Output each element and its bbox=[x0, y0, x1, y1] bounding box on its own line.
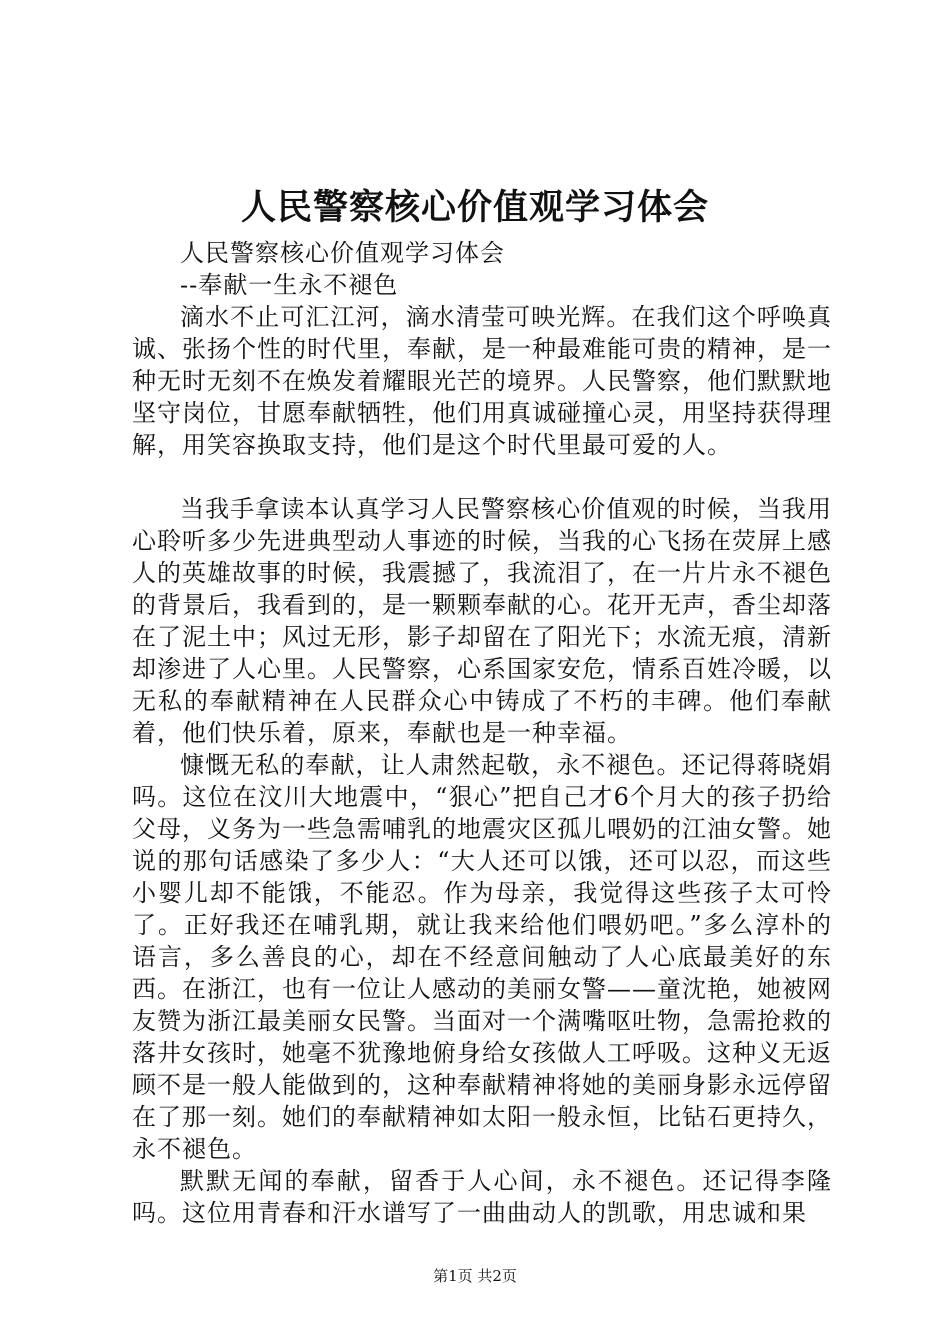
tagline-line: --奉献一生永不褪色 bbox=[180, 271, 399, 299]
paragraph: 当我手拿读本认真学习人民警察核心价值观的时候，当我用心聆听多少先进典型动人事迹的时候，当我的心飞扬在荧屏上感人的英雄故事的时候，我震撼了，我流泪了，在一片片永不褪色的背景后，我看到的，是一颗颗奉献的心。花开无声，香尘却落在了泥土中；风过无形，影子却留在了阳光下；水流无痕，清新却渗进了人心里。人民警察，心系国家安危，情系百姓冷暖，以无私的奉献精神在人民群众心中铸成了不朽的丰碑。他们奉献着，他们快乐着，原来，奉献也是一种幸福。 bbox=[132, 495, 832, 747]
page-number-footer: 第1页 共2页 bbox=[433, 1267, 517, 1285]
document-title: 人民警察核心价值观学习体会 bbox=[240, 187, 709, 228]
subtitle-line: 人民警察核心价值观学习体会 bbox=[180, 239, 505, 267]
paragraph: 默默无闻的奉献，留香于人心间，永不褪色。还记得李隆吗。这位用青春和汗水谱写了一曲曲动人的凯歌，用忠诚和果 bbox=[132, 1167, 832, 1227]
paragraph: 滴水不止可汇江河，滴水清莹可映光辉。在我们这个呼唤真诚、张扬个性的时代里，奉献，是一种最难能可贵的精神，是一种无时无刻不在焕发着耀眼光芒的境界。人民警察，他们默默地坚守岗位，甘愿奉献牺牲，他们用真诚碰撞心灵，用坚持获得理解，用笑容换取支持，他们是这个时代里最可爱的人。 bbox=[132, 303, 832, 459]
paragraph: 慷慨无私的奉献，让人肃然起敬，永不褪色。还记得蒋晓娟吗。这位在汶川大地震中，“狠心”把自己才6个月大的孩子扔给父母，义务为一些急需哺乳的地震灾区孤儿喂奶的江油女警。她说的那句话感染了多少人：“大人还可以饿，还可以忍，而这些小婴儿却不能饿，不能忍。作为母亲，我觉得这些孩子太可怜了。正好我还在哺乳期，就让我来给他们喂奶吧。”多么淳朴的语言，多么善良的心，却在不经意间触动了人心底最美好的东西。在浙江，也有一位让人感动的美丽女警——童沈艳，她被网友赞为浙江最美丽女民警。当面对一个满嘴呕吐物，急需抢救的落井女孩时，她毫不犹豫地俯身给女孩做人工呼吸。这种义无返顾不是一般人能做到的，这种奉献精神将她的美丽身影永远停留在了那一刻。她们的奉献精神如太阳一般永恒，比钻石更持久，永不褪色。 bbox=[132, 751, 832, 1163]
document-body bbox=[132, 237, 832, 1229]
